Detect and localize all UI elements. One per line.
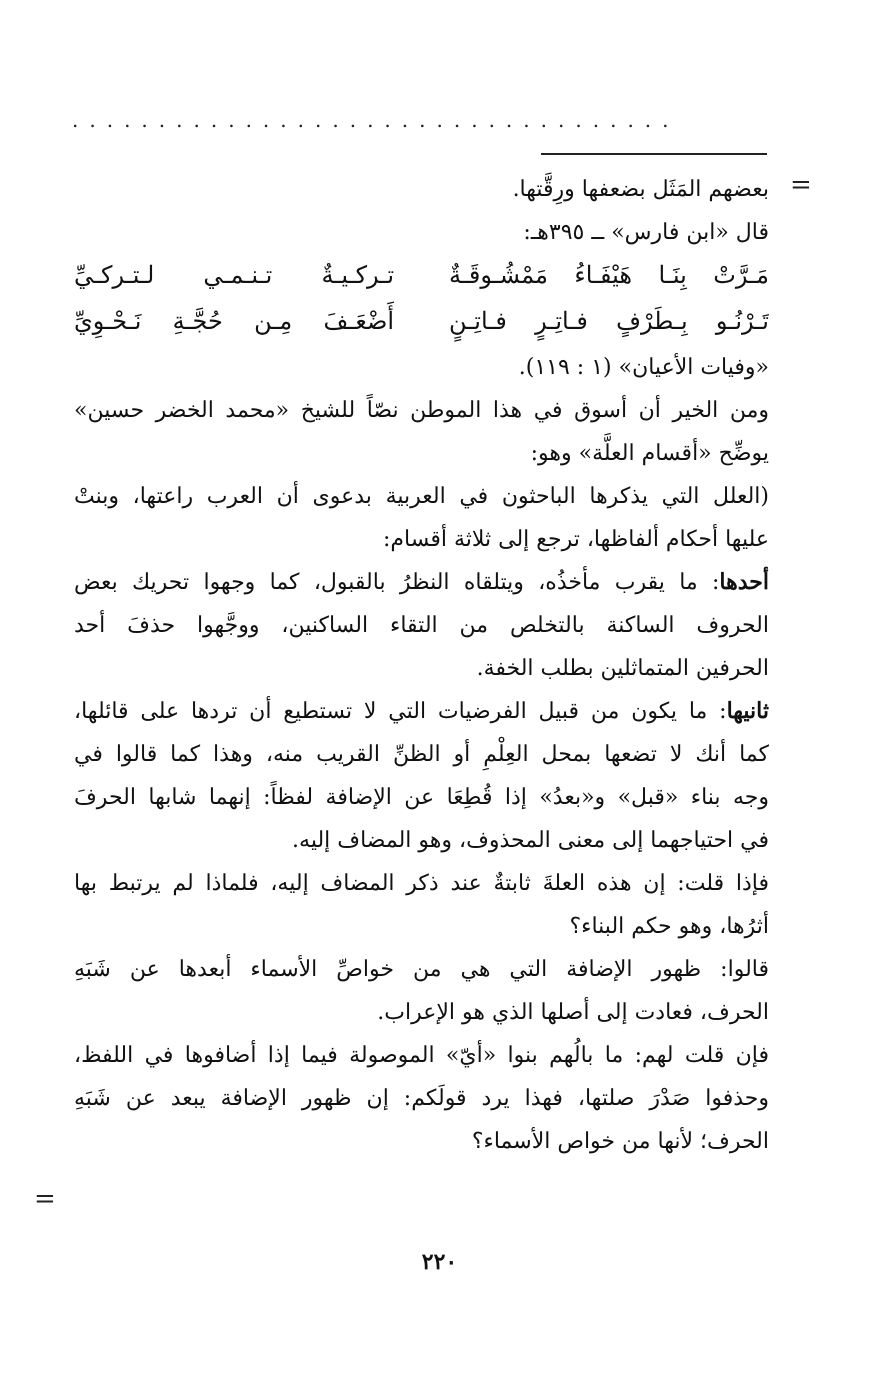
header-dotted-line: ................................... bbox=[72, 108, 680, 132]
text-line: قالوا: ظهور الإضافة التي هي من خواصِّ الأسماء أبعدها عن شَبَهِ bbox=[74, 957, 769, 982]
text-line: فإذا قلت: إن هذه العلةَ ثابتةٌ عند ذكر المضاف إليه، فلماذا لم يرتبط بها bbox=[74, 871, 769, 896]
text-line: الحروف الساكنة بالتخلص من التقاء الساكنين، ووجَّهوا حذفَ أحد bbox=[74, 613, 769, 638]
verse-2-second-hemistich: أَضْعَـفَ مِـن حُجَّـةِ نَـحْـوِيِّ bbox=[74, 307, 394, 335]
text-line: عليها أحكام ألفاظها، ترجع إلى ثلاثة أقسام: bbox=[382, 527, 769, 552]
section-label-second: ثانيها bbox=[726, 698, 769, 724]
text-line: الحرف، فعادت إلى أصلها الذي هو الإعراب. bbox=[377, 1000, 769, 1025]
continuation-mark-bottom: = bbox=[34, 1184, 56, 1214]
poem-verse-2 bbox=[74, 300, 769, 346]
text-line: الحرف؛ لأنها من خواص الأسماء؟ bbox=[471, 1129, 769, 1154]
text-line: «وفيات الأعيان» (١ : ١١٩). bbox=[518, 355, 769, 380]
text-line: كما أنك لا تضعها بمحل العِلْمِ أو الظنِّ القريب منه، وهذا كما قالوا في bbox=[74, 742, 769, 767]
text-line: (العلل التي يذكرها الباحثون في العربية بدعوى أن العرب راعتها، وبنتْ bbox=[74, 484, 769, 509]
text-line: أثرُها، وهو حكم البناء؟ bbox=[569, 914, 769, 939]
footnote-text bbox=[74, 168, 769, 1163]
verse-2-first-hemistich: تَـرْنُـو بِـطَرْفٍ فـاتِـرٍ فـاتِـنٍ bbox=[449, 307, 769, 335]
text-line: ومن الخير أن أسوق في هذا الموطن نصّاً للشيخ «محمد الخضر حسين» bbox=[74, 398, 769, 423]
section-label-first: أحدها bbox=[719, 569, 769, 595]
text-line bbox=[74, 561, 769, 604]
text-line: قال «ابن فارس» ــ ٣٩٥هـ: bbox=[523, 220, 769, 245]
verse-1-second-hemistich: تـركـيـةٌ تـنـمـي لـتـركـيِّ bbox=[74, 261, 394, 289]
text-line: الحرفين المتماثلين بطلب الخفة. bbox=[476, 656, 769, 681]
text-line: يوضِّح «أقسام العلَّة» وهو: bbox=[530, 441, 769, 466]
text-run: : ما يقرب مأخذُه، ويتلقاه النظرُ بالقبول، كما وجهوا تحريك بعض bbox=[74, 570, 720, 595]
text-line: وجه بناء «قبل» و«بعدُ» إذا قُطِعَا عن الإضافة لفظاً: إنهما شابها الحرفَ bbox=[74, 785, 769, 810]
text-line: في احتياجهما إلى معنى المحذوف، وهو المضاف إليه. bbox=[292, 828, 769, 853]
verse-1-first-hemistich: مَـرَّتْ بِنَـا هَيْفَـاءُ مَمْشُـوقَـةٌ bbox=[449, 261, 769, 289]
text-line bbox=[74, 690, 769, 733]
text-line: بعضهم المَثَل بضعفها ورِقَّتها. bbox=[512, 177, 769, 202]
text-line: فإن قلت لهم: ما بالُهم بنوا «أيّ» الموصولة فيما إذا أضافوها في اللفظ، bbox=[74, 1043, 769, 1068]
text-run: : ما يكون من قبيل الفرضيات التي لا تستطيع أن تردها على قائلها، bbox=[74, 699, 727, 724]
footnote-separator bbox=[541, 153, 767, 155]
page-number: ٢٢٠ bbox=[421, 1249, 458, 1275]
poem-verse-1 bbox=[74, 254, 769, 300]
continuation-mark-top: = bbox=[790, 170, 812, 200]
text-line: وحذفوا صَدْرَ صلتها، فهذا يرد قولَكم: إن ظهور الإضافة يبعد عن شَبَهِ bbox=[74, 1086, 769, 1111]
